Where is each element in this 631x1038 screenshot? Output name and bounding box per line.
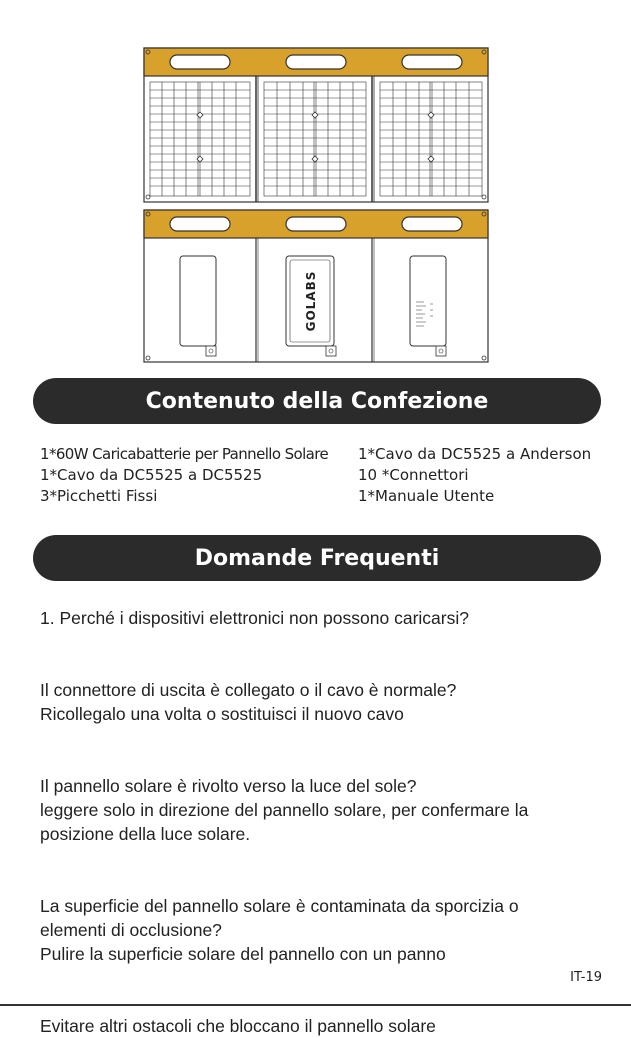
contents-column-left xyxy=(40,444,328,507)
faq-text: leggere solo in direzione del pannello solare, per confermare la xyxy=(40,800,529,820)
faq-text: Ricollegalo una volta o sostituisci il nuovo cavo xyxy=(40,704,404,724)
list-item: 10 *Connettori xyxy=(358,466,469,484)
faq-text: Il pannello solare è rivolto verso la luce del sole? xyxy=(40,776,417,796)
bottom-divider xyxy=(0,1004,631,1006)
section-banner-package-contents xyxy=(33,378,601,424)
list-item: 3*Picchetti Fissi xyxy=(40,487,158,505)
faq-text: posizione della luce solare. xyxy=(40,824,251,844)
list-item: 1*60W Caricabatterie per Pannello Solare xyxy=(40,445,329,463)
list-item: 1*Cavo da DC5525 a Anderson xyxy=(358,445,592,463)
solar-panel-illustration xyxy=(140,44,492,366)
faq-text: Pulire la superficie solare del pannello con un panno xyxy=(40,944,446,964)
page-number: IT-19 xyxy=(570,970,602,985)
faq-text: Il connettore di uscita è collegato o il cavo è normale? xyxy=(40,680,457,700)
list-item: 1*Manuale Utente xyxy=(358,487,495,505)
solar-panel-back-view xyxy=(144,210,488,362)
faq-text: La superficie del pannello solare è contaminata da sporcizia o xyxy=(40,896,519,916)
list-item: 1*Cavo da DC5525 a DC5525 xyxy=(40,466,263,484)
faq-question: 1. Perché i dispositivi elettronici non possono caricarsi? xyxy=(40,608,469,628)
section-title: Domande Frequenti xyxy=(194,545,440,571)
faq-text: elementi di occlusione? xyxy=(40,920,222,940)
section-banner-faq xyxy=(33,535,601,581)
contents-column-right xyxy=(358,444,591,507)
section-title: Contenuto della Confezione xyxy=(145,388,489,414)
faq-text: Evitare altri ostacoli che bloccano il pannello solare xyxy=(40,1016,436,1036)
brand-logo: GOLABS xyxy=(304,270,318,332)
faq-body xyxy=(40,606,605,1038)
solar-panel-front-view xyxy=(144,48,488,202)
